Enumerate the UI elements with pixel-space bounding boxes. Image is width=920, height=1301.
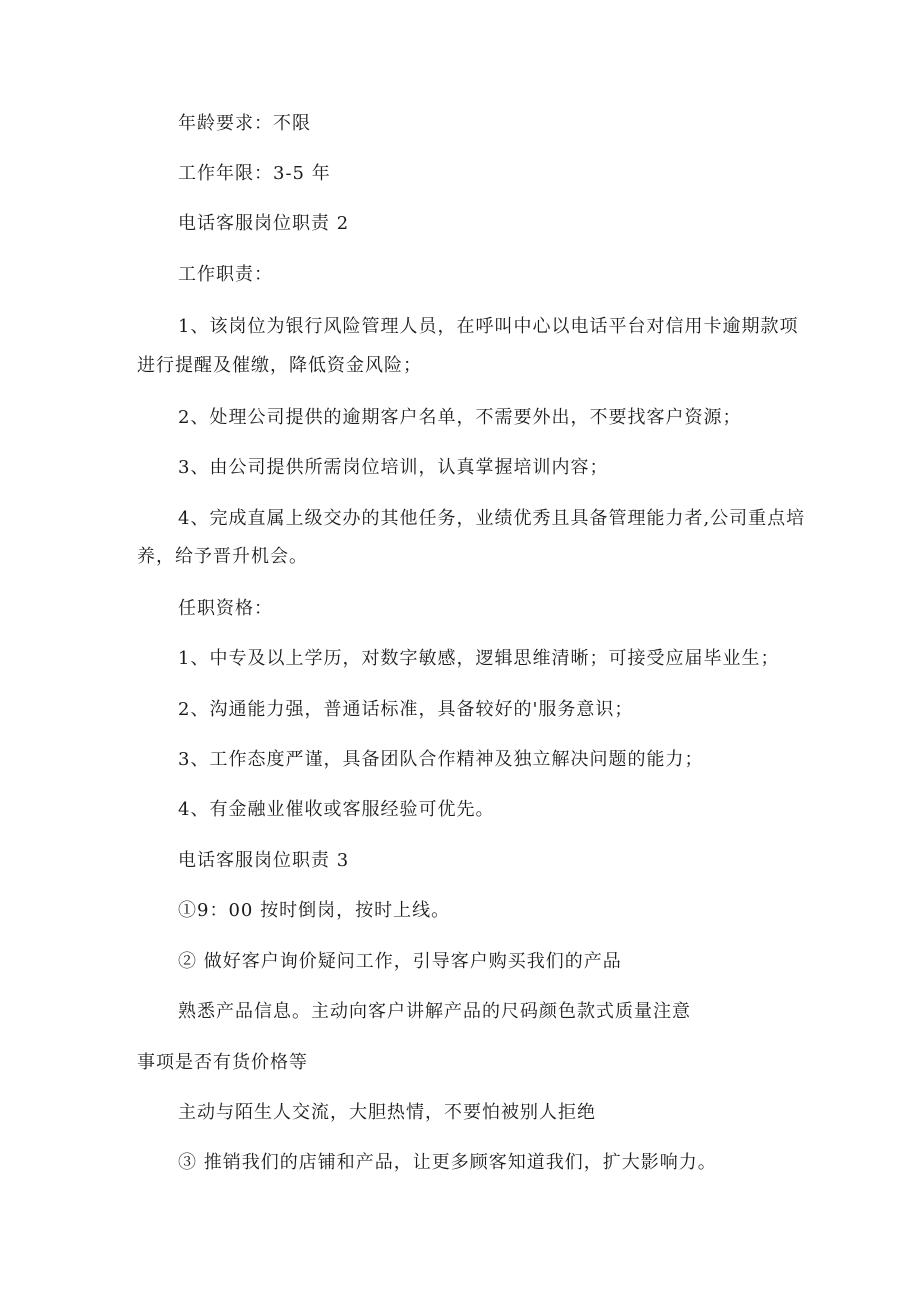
duty-3: 3、由公司提供所需岗位培训，认真掌握培训内容； xyxy=(178,457,609,478)
age-requirement: 年龄要求：不限 xyxy=(178,113,311,134)
duty-1-line-1: 1、该岗位为银行风险管理人员，在呼叫中心以电话平台对信用卡逾期款项 xyxy=(178,316,799,337)
work-years: 工作年限：3-5 年 xyxy=(178,163,331,184)
communication-line: 主动与陌生人交流，大胆热情，不要怕被别人拒绝 xyxy=(178,1102,596,1123)
qualifications-heading: 任职资格： xyxy=(178,598,273,619)
item-circled-1: ①9：00 按时倒岗，按时上线。 xyxy=(178,900,451,921)
qualification-1: 1、中专及以上学历，对数字敏感，逻辑思维清晰；可接受应届毕业生； xyxy=(178,648,780,669)
duty-4-line-2: 养，给予晋升机会。 xyxy=(137,546,308,567)
qualification-4: 4、有金融业催收或客服经验可优先。 xyxy=(178,799,495,820)
item-circled-2: ② 做好客户询价疑问工作，引导客户购买我们的产品 xyxy=(178,951,622,972)
qualification-2: 2、沟通能力强，普通话标准，具备较好的'服务意识； xyxy=(178,699,634,720)
duties-heading: 工作职责： xyxy=(178,264,273,285)
item-circled-3: ③ 推销我们的店铺和产品，让更多顾客知道我们，扩大影响力。 xyxy=(178,1152,717,1173)
qualification-3: 3、工作态度严谨，具备团队合作精神及独立解决问题的能力； xyxy=(178,749,704,770)
section-heading-2: 电话客服岗位职责 2 xyxy=(178,213,350,234)
duty-4-line-1: 4、完成直属上级交办的其他任务，业绩优秀且具备管理能力者,公司重点培 xyxy=(178,508,806,529)
product-info-line-1: 熟悉产品信息。主动向客户讲解产品的尺码颜色款式质量注意 xyxy=(178,1001,691,1022)
product-info-line-2: 事项是否有货价格等 xyxy=(137,1052,308,1073)
section-heading-3: 电话客服岗位职责 3 xyxy=(178,850,350,871)
duty-2: 2、处理公司提供的逾期客户名单，不需要外出，不要找客户资源； xyxy=(178,407,742,428)
duty-1-line-2: 进行提醒及催缴，降低资金风险； xyxy=(137,355,422,376)
